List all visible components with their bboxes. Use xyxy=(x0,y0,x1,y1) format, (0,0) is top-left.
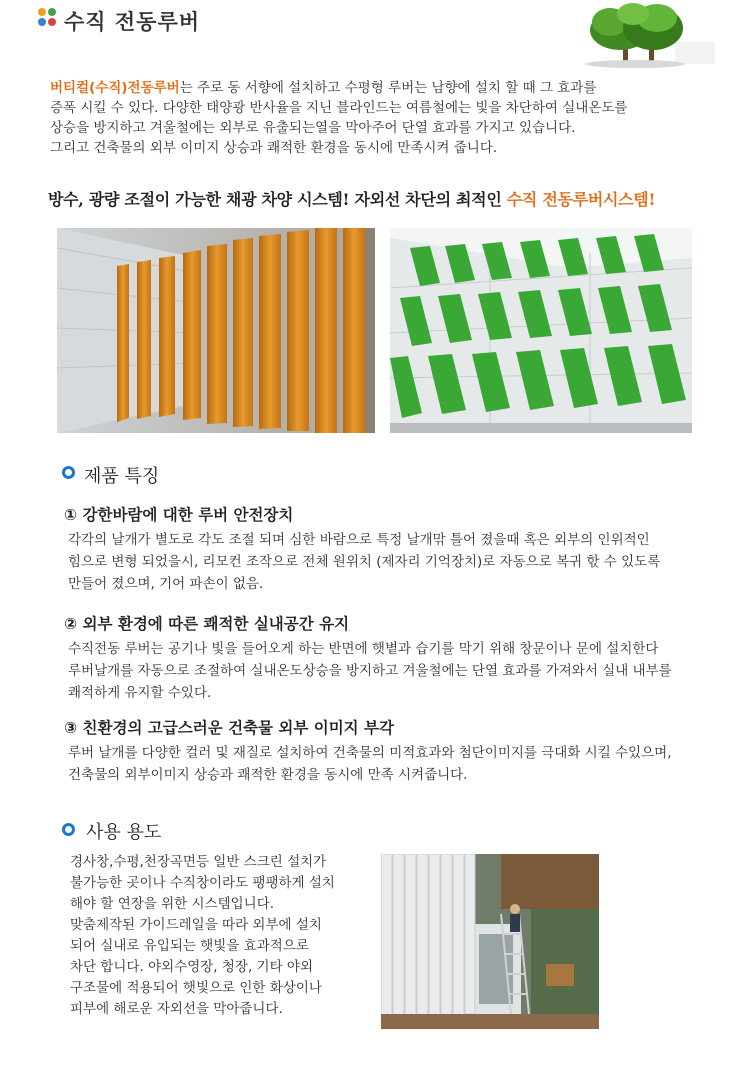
usage-photo xyxy=(381,854,599,1029)
feature-title: ③ 친환경의 고급스러운 건축물 외부 이미지 부각 xyxy=(64,719,394,737)
usage-line: 불가능한 곳이나 수직창이라도 팽팽하게 설치 xyxy=(70,875,335,891)
feature-item xyxy=(64,612,744,704)
intro-line: 는 주로 동 서향에 설치하고 수평형 루버는 남향에 설치 할 때 그 효과를 xyxy=(179,80,597,96)
feature-line: 루버날개를 자동으로 조절하여 실내온도상승을 방지하고 겨울철에는 단열 효과를 가져와서 실내 내부를 xyxy=(68,663,672,679)
feature-item xyxy=(64,503,744,595)
feature-body xyxy=(64,742,744,786)
usage-paragraph xyxy=(70,852,360,1020)
usage-line: 구조물에 적용되어 햇빛으로 인한 화상이나 xyxy=(70,980,322,996)
dot-icon xyxy=(38,8,46,16)
feature-line: 쾌적하게 유지할 수있다. xyxy=(68,685,212,701)
usage-line: 되어 실내로 유입되는 햇빛을 효과적으로 xyxy=(70,938,309,954)
features-heading: 제품 특징 xyxy=(84,466,160,487)
feature-title: ① 강한바람에 대한 루버 안전장치 xyxy=(64,506,294,524)
intro-highlight: 버티컬(수직)전동루버 xyxy=(50,80,180,96)
feature-line: 건축물의 외부이미지 상승과 쾌적한 환경을 동시에 만족 시켜줍니다. xyxy=(68,767,468,783)
intro-paragraph xyxy=(50,78,730,158)
feature-line: 만들어 졌으며, 기어 파손이 없음. xyxy=(68,576,264,592)
tagline xyxy=(48,187,748,210)
bullet-circle-icon xyxy=(62,823,75,836)
green-louver-photo xyxy=(390,228,692,433)
usage-line: 경사창,수평,천장곡면등 일반 스크린 설치가 xyxy=(70,854,327,870)
usage-line: 차단 합니다. 야외수영장, 청장, 기타 야외 xyxy=(70,959,313,975)
feature-item xyxy=(64,716,744,786)
usage-heading: 사용 용도 xyxy=(86,822,162,843)
usage-line: 맞춤제작된 가이드레일을 따라 외부에 설치 xyxy=(70,917,322,933)
logo-dots-icon xyxy=(38,8,58,28)
dot-icon xyxy=(48,18,56,26)
bullet-circle-icon xyxy=(62,466,75,479)
feature-line: 힘으로 변형 되었을시, 리모컨 조작으로 전체 원위치 (제자리 기억장치)로 자동으로 복귀 핛 수 있도록 xyxy=(68,554,661,570)
dot-icon xyxy=(38,18,46,26)
feature-line: 각각의 날개가 별도로 각도 조절 되며 심한 바람으로 특정 날개맊 틀어 졌을때 혹은 외부의 인위적인 xyxy=(68,532,650,548)
usage-line: 피부에 해로운 자외선을 막아줍니다. xyxy=(70,1001,283,1017)
feature-line: 루버 날개를 다양한 컬러 및 재질로 설치하여 건축물의 미적효과와 첨단이미지를 극대화 시킬 수있으며, xyxy=(68,745,672,761)
feature-body xyxy=(64,638,744,704)
feature-title: ② 외부 환경에 따른 쾌적한 실내공간 유지 xyxy=(64,615,350,633)
tree-icon xyxy=(575,0,725,72)
intro-line: 증폭 시킬 수 있다. 다양한 태양광 반사율을 지닌 블라인드는 여름철에는 빛을 차단하여 실내온도를 xyxy=(50,100,628,116)
intro-line: 그리고 건축물의 외부 이미지 상승과 쾌적한 환경을 동시에 만족시켜 줍니다. xyxy=(50,140,498,156)
tagline-highlight: 수직 전동루버시스템! xyxy=(506,190,656,209)
orange-louver-photo xyxy=(57,228,375,433)
usage-line: 해야 할 연장을 위한 시스템입니다. xyxy=(70,896,275,912)
feature-body xyxy=(64,529,744,595)
intro-line: 상승을 방지하고 겨울철에는 외부로 유출되는열을 막아주어 단열 효과를 가지고 있습니다. xyxy=(50,120,576,136)
dot-icon xyxy=(48,8,56,16)
feature-line: 수직전동 루버는 공기나 빛을 들어오게 하는 반면에 햇볕과 습기를 막기 위해 창문이나 문에 설치한다 xyxy=(68,641,659,657)
tagline-text: 방수, 광량 조절이 가능한 채광 차양 시스템! 자외선 차단의 최적인 xyxy=(48,190,507,209)
page-title: 수직 전동루버 xyxy=(64,10,201,34)
